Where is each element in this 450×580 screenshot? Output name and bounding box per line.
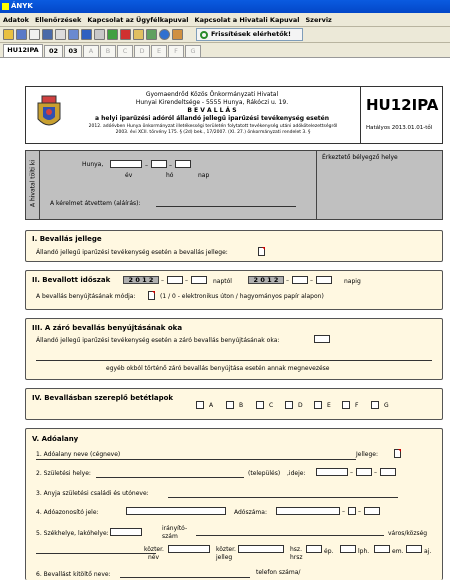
sheet-e-checkbox[interactable]	[314, 401, 322, 409]
other-reason-label: egyéb okból történő záró bevallás benyújtása esetén annak megnevezése	[106, 365, 330, 372]
dash: –	[310, 277, 313, 284]
tab-d[interactable]: D	[134, 45, 150, 57]
book-icon[interactable]	[81, 29, 92, 40]
day-label: nap	[198, 172, 210, 179]
day-field[interactable]	[175, 160, 191, 168]
to-year-field[interactable]: 2 0 1 2	[248, 276, 284, 284]
name-input[interactable]	[36, 459, 356, 460]
authority-address: Hunyai Kirendeltsége - 5555 Hunya, Rákóczi u. 19.	[135, 99, 289, 106]
tab-b[interactable]: B	[100, 45, 116, 57]
month-label: hó	[166, 172, 174, 179]
stamp-label: Érkeztető bélyegző helye	[322, 154, 398, 161]
app-icon	[2, 3, 9, 10]
postcode-field[interactable]	[110, 528, 142, 536]
name-label: 1. Adóalany neve (cégneve)	[36, 451, 121, 458]
form-code: HU12IPA	[366, 96, 439, 114]
staircase-label: lph.	[358, 548, 370, 555]
save-as-icon[interactable]	[42, 29, 53, 40]
section-4-title: IV. Bevallásban szereplő betétlapok	[32, 394, 174, 402]
month-field[interactable]	[151, 160, 167, 168]
city-label: város/község	[388, 530, 428, 537]
form-header	[25, 86, 443, 144]
section-1-text: Állandó jellegű iparűzési tevékenység esetén a bevallás jellege:	[36, 249, 228, 256]
spaced-title: B E V A L L Á S	[187, 107, 237, 114]
year-label: év	[125, 172, 133, 179]
check-icon[interactable]	[107, 29, 118, 40]
print-icon[interactable]	[94, 29, 105, 40]
sheet-f-checkbox[interactable]	[342, 401, 350, 409]
authority-name: Gyomaendrőd Közös Önkormányzati Hivatal	[145, 91, 279, 98]
help-icon[interactable]	[159, 29, 170, 40]
sheet-b-checkbox[interactable]	[226, 401, 234, 409]
sheet-d-checkbox[interactable]	[285, 401, 293, 409]
sheet-c-checkbox[interactable]	[256, 401, 264, 409]
place-label: Hunya,	[82, 161, 104, 168]
section-3	[25, 318, 443, 380]
dash: –	[185, 277, 188, 284]
menu-bar	[0, 13, 450, 27]
birthplace-label: 2. Születési helye:	[36, 470, 91, 477]
building-label: ép.	[324, 548, 334, 555]
delete-icon[interactable]	[120, 29, 131, 40]
window-title: ÁNYK	[11, 2, 33, 10]
form-subtitle: a helyi iparűzési adóról állandó jellegű iparűzési tevékenység esetén	[95, 115, 329, 122]
dash: –	[145, 162, 148, 169]
attach-icon[interactable]	[172, 29, 183, 40]
tax-number-county-field[interactable]	[364, 507, 380, 515]
coat-of-arms-icon	[34, 93, 64, 133]
toolbar	[0, 27, 450, 43]
tab-a[interactable]: A	[83, 45, 99, 57]
tab-g[interactable]: G	[185, 45, 201, 57]
tab-c[interactable]: C	[117, 45, 133, 57]
year-field[interactable]	[110, 160, 142, 168]
method-label: A bevallás benyújtásának módja:	[36, 293, 136, 300]
closing-reason-field[interactable]	[314, 335, 330, 343]
sheet-f-label: F	[355, 402, 359, 409]
street-type-label-2: jelleg	[216, 554, 233, 561]
to-label: napig	[344, 278, 361, 285]
door-field[interactable]	[406, 545, 422, 553]
street-name-label-2: név	[148, 554, 160, 561]
law-reference: 2012. adóévben Hunya önkormányzat illetékességi területén folytatott tevékenység utáni adókötelezettségről 2003. évi XCII. törvény 175. § (2d) bek., 17/2007. (XI. 27.) önkormányzati rendelet 3. §	[88, 124, 338, 135]
type-label: Jellege:	[356, 451, 379, 458]
dash: –	[358, 508, 361, 515]
sheet-c-label: C	[269, 402, 274, 409]
tab-f[interactable]: F	[168, 45, 184, 57]
sheet-g-label: G	[384, 402, 389, 409]
sheet-b-label: B	[239, 402, 244, 409]
birth-month-field[interactable]	[356, 468, 372, 476]
office-vertical-label: A hivatal tölti ki	[29, 159, 37, 208]
sheet-a-label: A	[209, 402, 214, 409]
transferred-label: A kérelmet átvettem (aláírás):	[50, 200, 141, 207]
menu-hivatali-kapu[interactable]: Kapcsolat a Hivatali Kapuval	[194, 16, 300, 24]
tax-number-main-field[interactable]	[276, 507, 340, 515]
dash: –	[350, 469, 353, 476]
section-2-title: II. Bevallott időszak	[32, 276, 111, 284]
to-day-field[interactable]	[316, 276, 332, 284]
dash: –	[286, 277, 289, 284]
office-divider	[316, 151, 317, 219]
refresh-button[interactable]: Frissítések elérhetők!	[196, 28, 303, 41]
validity-date: Hatályos 2013.01.01-től	[366, 125, 433, 131]
lot-number-label: hrsz	[290, 554, 303, 561]
mother-name-input[interactable]	[168, 497, 398, 498]
filler-name-label: 6. Bevallást kitöltő neve:	[36, 571, 111, 578]
phone-label: telefon száma/	[256, 569, 301, 576]
other-reason-input[interactable]	[36, 360, 432, 361]
tax-id-label: 4. Adóazonosító jele:	[36, 509, 99, 516]
street-type-field[interactable]	[168, 545, 210, 553]
menu-szerviz[interactable]: Szerviz	[305, 16, 332, 24]
street-type-label: közter.	[216, 546, 236, 553]
tab-02[interactable]: 02	[44, 45, 63, 57]
door-label: aj.	[424, 548, 432, 555]
dash: –	[374, 469, 377, 476]
to-month-field[interactable]	[292, 276, 308, 284]
sheet-d-label: D	[298, 402, 303, 409]
birth-year-field[interactable]	[316, 468, 348, 476]
postcode-label-2: szám	[162, 533, 178, 540]
copy-icon[interactable]	[55, 29, 66, 40]
dash: –	[342, 508, 345, 515]
section-4	[25, 388, 443, 420]
open-icon[interactable]	[3, 29, 14, 40]
birthdate-label: ,ideje:	[287, 470, 306, 477]
house-number-field[interactable]	[238, 545, 284, 553]
building-field[interactable]	[306, 545, 322, 553]
house-number-label: hsz.	[290, 546, 302, 553]
form-page	[0, 57, 450, 579]
seat-label: 5. Székhelye, lakóhelye:	[36, 530, 109, 537]
street-name-input[interactable]	[36, 553, 156, 554]
office-section	[25, 150, 443, 220]
sheet-g-checkbox[interactable]	[371, 401, 379, 409]
filler-name-input[interactable]	[120, 577, 250, 578]
sheet-a-checkbox[interactable]	[196, 401, 204, 409]
postcode-label: irányító-	[162, 525, 188, 532]
floor-label: em.	[392, 548, 404, 555]
form-tabs	[0, 43, 450, 57]
section-5-title: V. Adóalany	[32, 435, 79, 443]
section-5	[25, 428, 443, 580]
tax-number-vat-field[interactable]	[348, 507, 356, 515]
method-hint: (1 / 0 - elektronikus úton / hagyományos papír alapon)	[160, 293, 324, 300]
city-input[interactable]	[196, 535, 384, 536]
method-field[interactable]	[148, 291, 155, 300]
save-icon[interactable]	[16, 29, 27, 40]
from-day-field[interactable]	[191, 276, 207, 284]
type-field[interactable]	[394, 449, 401, 458]
staircase-field[interactable]	[340, 545, 356, 553]
office-vertical-label-box	[26, 151, 40, 219]
mother-name-label: 3. Anyja születési családi és utóneve:	[36, 490, 149, 497]
tab-e[interactable]: E	[151, 45, 167, 57]
from-year-field[interactable]: 2 0 1 2	[123, 276, 159, 284]
tab-hu12ipa[interactable]: HU12IPA	[3, 44, 43, 57]
menu-ugyfelkapu[interactable]: Kapcsolat az Ügyfélkapuval	[87, 16, 189, 24]
import-icon[interactable]	[146, 29, 157, 40]
tax-id-field[interactable]	[126, 507, 226, 515]
menu-adatok[interactable]: Adatok	[3, 16, 29, 24]
menu-ellenorzesek[interactable]: Ellenőrzések	[34, 16, 82, 24]
section-1	[25, 230, 443, 262]
info-icon[interactable]	[68, 29, 79, 40]
character-field[interactable]	[258, 247, 265, 256]
edit-icon[interactable]	[133, 29, 144, 40]
from-month-field[interactable]	[167, 276, 183, 284]
signature-line	[156, 206, 296, 207]
header-divider	[360, 87, 361, 143]
dash: –	[161, 277, 164, 284]
sheet-e-label: E	[327, 402, 331, 409]
refresh-icon	[200, 31, 208, 39]
settlement-label: (település)	[248, 470, 281, 477]
tax-number-label: Adószáma:	[234, 509, 267, 516]
tab-03[interactable]: 03	[64, 45, 82, 57]
from-label: naptól	[213, 278, 232, 285]
section-3-title: III. A záró bevallás benyújtásának oka	[32, 324, 183, 332]
new-icon[interactable]	[29, 29, 40, 40]
section-3-text: Állandó jellegű iparűzési tevékenység esetén a záró bevallás benyújtásának oka:	[36, 337, 280, 344]
floor-field[interactable]	[374, 545, 390, 553]
title-bar	[0, 0, 450, 13]
section-1-title: I. Bevallás jellege	[32, 235, 102, 243]
birth-day-field[interactable]	[380, 468, 396, 476]
section-2	[25, 270, 443, 310]
street-name-label: közter.	[144, 546, 164, 553]
birthplace-input[interactable]	[96, 477, 244, 478]
dash: –	[169, 162, 172, 169]
